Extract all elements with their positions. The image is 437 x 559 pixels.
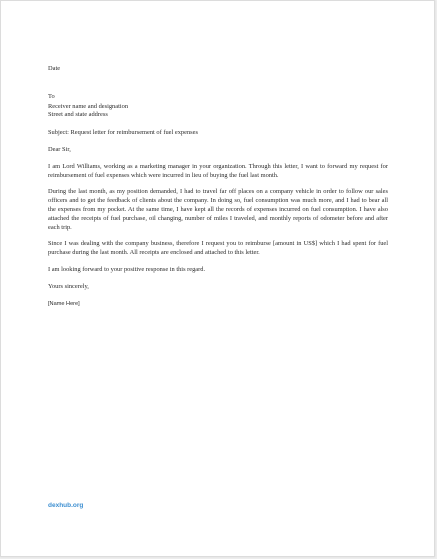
paragraph-details: During the last month, as my position demanded, I had to travel far off places on a company vehicle in order to follow our sales officers and to get the feedback of clients about the company. In doing so, fuel consumption was much more, and I had to bear all the expenses from my pocket. At the same time, I have kept all the records of expenses incurred on fuel consumption. I have also attached the receipts of fuel purchase, oil changing, number of miles I traveled, and monthly reports of odometer before and after each trip.: [48, 188, 388, 231]
paragraph-request: Since I was dealing with the company business, therefore I request you to reimburse [amount in US$] which I had spent for fuel purchase during the last month. All receipts are enclosed and attached to this letter.: [48, 240, 388, 257]
signature-placeholder: [Name Here]: [48, 300, 80, 307]
date-line: Date: [48, 65, 61, 72]
paragraph-intro: I am Lord Williams, working as a marketing manager in your organization. Through this letter, I want to forward my request for reimbursement of fuel expenses which were incurred in lieu of buying the fuel last month.: [48, 162, 388, 179]
receiver-address-line: Street and state address: [48, 111, 108, 119]
letter-body: [48, 65, 388, 308]
paragraph-closing: I am looking forward to your positive response in this regard.: [48, 265, 206, 273]
site-watermark[interactable]: dexhub.org: [48, 502, 84, 509]
to-line: To: [48, 92, 55, 100]
salutation: Dear Sir,: [48, 145, 71, 153]
receiver-name-line: Receiver name and designation: [48, 102, 129, 110]
closing-line: Yours sincerely,: [48, 282, 89, 290]
subject-line: Subject: Request letter for reimbursement of fuel expenses: [48, 129, 198, 137]
